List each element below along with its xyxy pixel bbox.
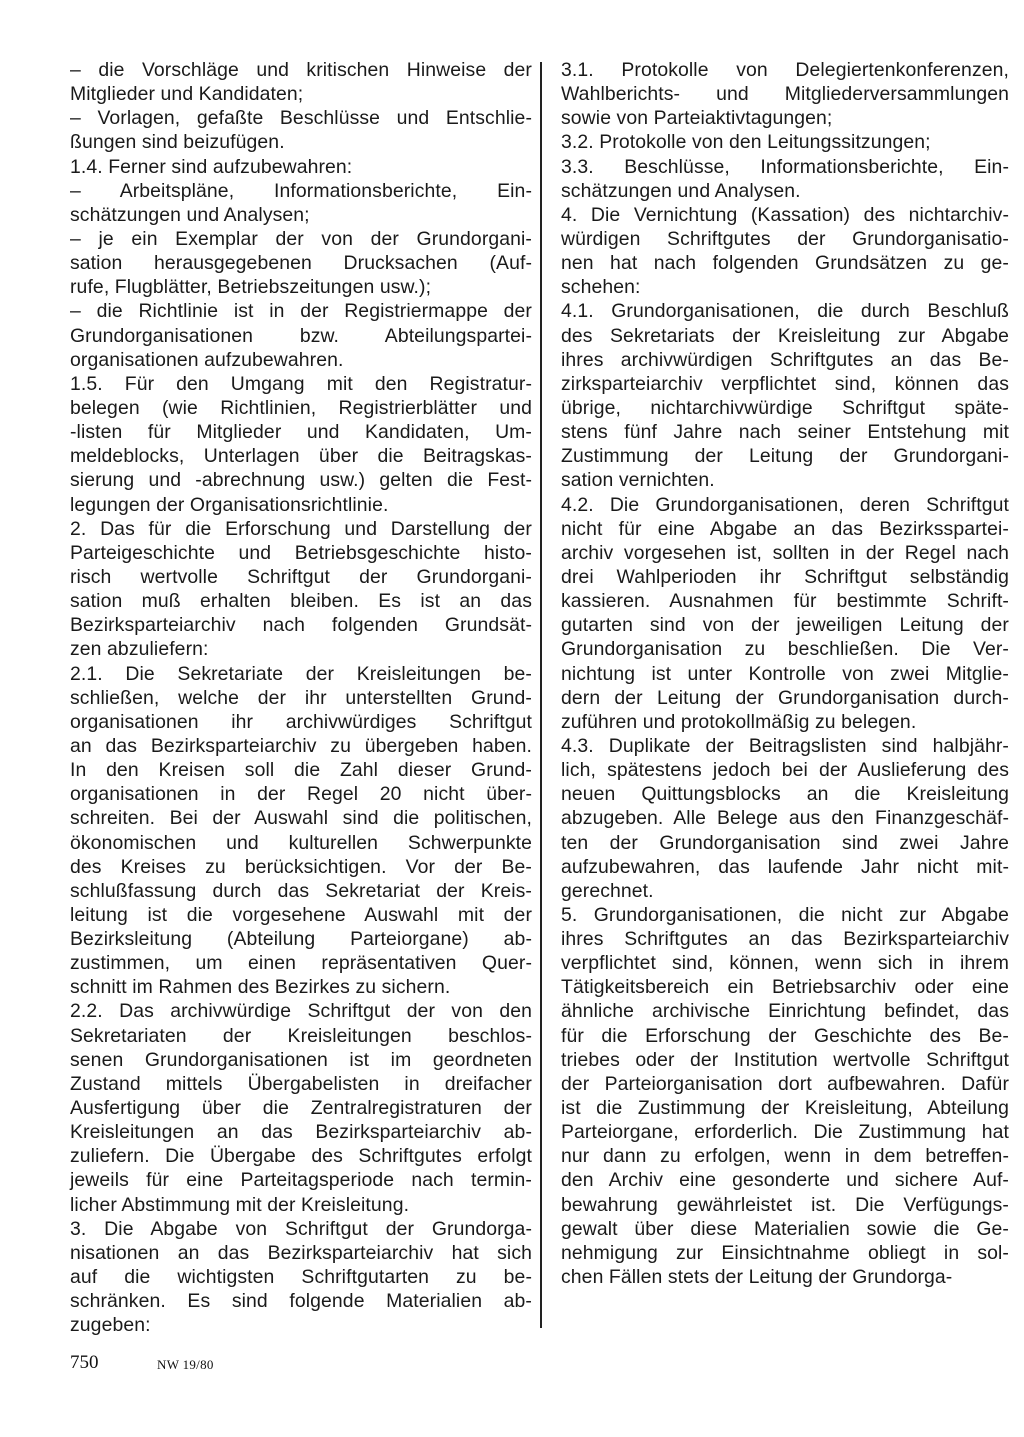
text-line: 2. Das für die Erforschung und Darstellung der — [70, 517, 532, 540]
text-line: Grundorganisationen bzw. Abteilungspartei- — [70, 324, 532, 347]
text-line: 4.3. Duplikate der Beitragslisten sind halbjähr- — [561, 734, 1009, 757]
text-line: senen Grundorganisationen ist im geordneten — [70, 1048, 532, 1071]
text-line: Bezirksleitung (Abteilung Parteiorgane) ab- — [70, 928, 532, 951]
text-line: meldeblocks, Unterlagen über die Beitragskas- — [70, 445, 532, 468]
text-line: ßungen sind beizufügen. — [70, 131, 285, 154]
text-line: Grundorganisation zu beschließen. Die Ver- — [561, 638, 1009, 661]
text-line: triebes oder der Institution wertvolle Schriftgut — [561, 1048, 1009, 1071]
text-line: ähnliche archivische Einrichtung befindet, das — [561, 1000, 1009, 1023]
text-line: übrige, nichtarchivwürdige Schriftgut späte- — [561, 396, 1009, 419]
text-line: – Vorlagen, gefaßte Beschlüsse und Entschlie- — [70, 107, 532, 130]
text-line: zuliefern. Die Übergabe des Schriftgutes erfolgt — [70, 1145, 532, 1168]
text-line: Mitglieder und Kandidaten; — [70, 83, 304, 106]
text-line: dern der Leitung der Grundorganisation durch- — [561, 686, 1009, 709]
text-line: lich, spätestens jedoch bei der Auslieferung des — [561, 759, 1009, 782]
text-line: sierung und -abrechnung usw.) gelten die Fest- — [70, 469, 532, 492]
text-line: aufzubewahren, das laufende Jahr nicht mit- — [561, 855, 1009, 878]
text-line: bewahrung gewährleistet ist. Die Verfügungs- — [561, 1193, 1009, 1216]
text-line: neuen Quittungsblocks an die Kreisleitung — [561, 783, 1009, 806]
text-line: 3. Die Abgabe von Schriftgut der Grundorga- — [70, 1217, 532, 1240]
text-line: – die Richtlinie ist in der Registriermappe der — [70, 300, 532, 323]
text-line: In den Kreisen soll die Zahl dieser Grund- — [70, 759, 532, 782]
text-line: des Kreises zu berücksichtigen. Vor der Be- — [70, 855, 532, 878]
text-line: jeweils für eine Parteitagsperiode nach termin- — [70, 1169, 532, 1192]
text-line: rufe, Flugblätter, Betriebszeitungen usw.); — [70, 276, 432, 299]
text-line: organisationen in der Regel 20 nicht über- — [70, 783, 532, 806]
page-number: 750 — [70, 1352, 99, 1373]
text-line: kassieren. Ausnahmen für bestimmte Schrift- — [561, 590, 1009, 613]
text-line: sation muß erhalten bleiben. Es ist an das — [70, 590, 532, 613]
text-line: nehmigung zur Einsichtnahme obliegt in sol- — [561, 1241, 1009, 1264]
text-line: sation herausgegebenen Drucksachen (Auf- — [70, 252, 532, 275]
text-line: licher Abstimmung mit der Kreisleitung. — [70, 1193, 410, 1216]
text-line: für die Erforschung der Geschichte des Be- — [561, 1024, 1009, 1047]
text-line: ökonomischen und kulturellen Schwerpunkte — [70, 831, 532, 854]
text-line: 5. Grundorganisationen, die nicht zur Abgabe — [561, 903, 1009, 926]
text-line: schränken. Es sind folgende Materialien ab- — [70, 1290, 532, 1313]
text-line: Kreisleitungen an das Bezirksparteiarchiv ab- — [70, 1121, 532, 1144]
text-line: gewalt über diese Materialien sowie die Ge- — [561, 1217, 1009, 1240]
text-line: den Archiv eine gesonderte und sichere Auf- — [561, 1169, 1009, 1192]
text-line: Sekretariaten der Kreisleitungen beschlos- — [70, 1024, 532, 1047]
text-line: ihres archivwürdigen Schriftgutes an das Be- — [561, 348, 1009, 371]
text-line: Bezirksparteiarchiv nach folgenden Grundsät- — [70, 614, 532, 637]
text-line: nur dann zu erfolgen, wenn in dem betreffen- — [561, 1145, 1009, 1168]
text-line: 4.1. Grundorganisationen, die durch Beschluß — [561, 300, 1009, 323]
text-line: -listen für Mitglieder und Kandidaten, Um- — [70, 421, 532, 444]
text-line: der Parteiorganisation dort aufbewahren. Dafür — [561, 1072, 1009, 1095]
text-line: zugeben: — [70, 1314, 151, 1337]
left-column — [70, 58, 532, 1337]
text-line: – je ein Exemplar der von der Grundorgani- — [70, 227, 532, 250]
text-line: drei Wahlperioden ihr Schriftgut selbständig — [561, 565, 1009, 588]
right-column — [561, 58, 1009, 1289]
text-line: 2.1. Die Sekretariate der Kreisleitungen be- — [70, 662, 532, 685]
text-line: nisationen an das Bezirksparteiarchiv hat sich — [70, 1241, 532, 1264]
text-line: ist die Zustimmung der Kreisleitung, Abteilung — [561, 1097, 1009, 1120]
text-line: sation vernichten. — [561, 469, 715, 492]
text-line: gerechnet. — [561, 879, 654, 902]
text-line: gutarten sind von der jeweiligen Leitung der — [561, 614, 1009, 637]
text-line: schlußfassung durch das Sekretariat der Kreis- — [70, 879, 532, 902]
issue-label: NW 19/80 — [157, 1357, 214, 1372]
text-line: organisationen aufzubewahren. — [70, 348, 344, 371]
text-line: zuführen und protokollmäßig zu belegen. — [561, 710, 917, 733]
text-line: ten der Grundorganisation sind zwei Jahre — [561, 831, 1009, 854]
text-line: schnitt im Rahmen des Bezirkes zu sichern. — [70, 976, 451, 999]
text-line: Zustimmung der Leitung der Grundorgani- — [561, 445, 1009, 468]
text-line: organisationen ihr archivwürdiges Schriftgut — [70, 710, 532, 733]
text-line: Parteiorgane, erforderlich. Die Zustimmung hat — [561, 1121, 1009, 1144]
text-line: ihres Schriftgutes an das Bezirksparteiarchiv — [561, 928, 1009, 951]
text-line: zustimmen, um einen repräsentativen Quer- — [70, 952, 532, 975]
text-line: chen Fällen stets der Leitung der Grundorga- — [561, 1266, 953, 1289]
text-line: belegen (wie Richtlinien, Registrierblätter und — [70, 396, 532, 419]
text-line: verpflichtet sind, können, wenn sich in ihrem — [561, 952, 1009, 975]
text-line: stens fünf Jahre nach seiner Entstehung mit — [561, 421, 1009, 444]
text-line: 1.5. Für den Umgang mit den Registratur- — [70, 372, 532, 395]
text-line: 3.3. Beschlüsse, Informationsberichte, Ein- — [561, 155, 1009, 178]
text-line: risch wertvolle Schriftgut der Grundorgani- — [70, 565, 532, 588]
text-line: schätzungen und Analysen. — [561, 179, 801, 202]
text-line: nichtung ist unter Kontrolle von zwei Mitglie- — [561, 662, 1009, 685]
text-line: würdigen Schriftgutes der Grundorganisatio- — [561, 227, 1009, 250]
text-line: Tätigkeitsbereich ein Betriebsarchiv oder eine — [561, 976, 1009, 999]
text-line: Zustand mittels Übergabelisten in dreifacher — [70, 1072, 532, 1095]
text-line: Parteigeschichte und Betriebsgeschichte histo- — [70, 541, 532, 564]
text-line: 4.2. Die Grundorganisationen, deren Schriftgut — [561, 493, 1009, 516]
text-line: 1.4. Ferner sind aufzubewahren: — [70, 155, 353, 178]
text-line: – Arbeitspläne, Informationsberichte, Ein- — [70, 179, 532, 202]
text-line: Wahlberichts- und Mitgliederversammlungen — [561, 83, 1009, 106]
text-line: auf die wichtigsten Schriftgutarten zu be- — [70, 1266, 532, 1289]
text-line: 3.2. Protokolle von den Leitungssitzungen; — [561, 131, 931, 154]
text-line: schehen: — [561, 276, 641, 299]
text-line: abzugeben. Alle Belege aus den Finanzgeschäf- — [561, 807, 1009, 830]
text-line: Ausfertigung über die Zentralregistraturen der — [70, 1097, 532, 1120]
text-line: nicht für eine Abgabe an das Bezirksspartei- — [561, 517, 1009, 540]
text-line: zirksparteiarchiv verpflichtet sind, können das — [561, 372, 1009, 395]
text-line: sowie von Parteiaktivtagungen; — [561, 107, 833, 130]
text-line: an das Bezirksparteiarchiv zu übergeben haben. — [70, 734, 532, 757]
text-line: schreiten. Bei der Auswahl sind die politischen, — [70, 807, 532, 830]
text-line: 2.2. Das archivwürdige Schriftgut der von den — [70, 1000, 532, 1023]
text-line: 4. Die Vernichtung (Kassation) des nichtarchiv- — [561, 203, 1009, 226]
column-divider — [540, 62, 542, 1328]
text-line: 3.1. Protokolle von Delegiertenkonferenzen, — [561, 59, 1009, 81]
text-line: schätzungen und Analysen; — [70, 203, 310, 226]
text-line: nen hat nach folgenden Grundsätzen zu ge- — [561, 252, 1009, 275]
text-line: des Sekretariats der Kreisleitung zur Abgabe — [561, 324, 1009, 347]
text-line: leitung ist die vorgesehene Auswahl mit der — [70, 903, 532, 926]
text-line: – die Vorschläge und kritischen Hinweise der — [70, 59, 532, 81]
text-line: schließen, welche der ihr unterstellten Grund- — [70, 686, 532, 709]
text-line: archiv vorgesehen ist, sollten in der Regel nach — [561, 541, 1009, 564]
text-line: zen abzuliefern: — [70, 638, 209, 661]
text-line: legungen der Organisationsrichtlinie. — [70, 493, 389, 516]
